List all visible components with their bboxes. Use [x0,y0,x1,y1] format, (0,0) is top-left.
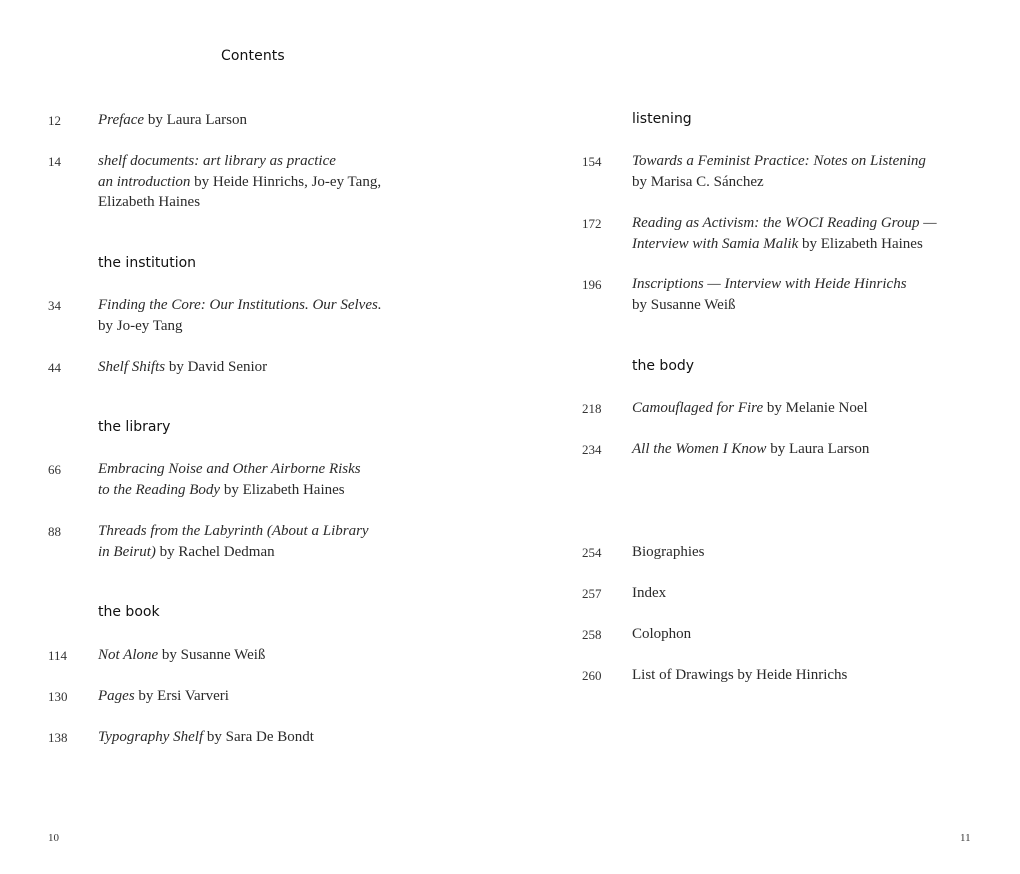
toc-title-line [632,172,992,193]
toc-page-number: 254 [582,545,602,560]
toc-title [98,521,458,562]
title-text: shelf documents: art library as practice [98,153,336,169]
toc-page-number: 260 [582,668,602,683]
title-text: Camouflaged for Fire [632,400,764,416]
section-heading: the institution [98,255,197,271]
toc-title-line [98,459,458,480]
toc-page-number: 218 [582,401,602,416]
toc-title-line [632,665,992,686]
title-text: Interview with Samia Malik [632,235,799,252]
toc-title-line [98,521,458,542]
toc-title [632,439,992,460]
title-text: Typography Shelf [98,729,204,745]
title-text: Shelf Shifts [98,359,166,375]
title-text: Inscriptions — Interview with Heide Hinrichs [632,276,907,292]
title-text: Reading as Activism: the WOCI Reading Group — [632,215,937,231]
toc-title [98,686,458,707]
toc-title-line [98,295,458,316]
toc-title [98,357,458,378]
title-text: Finding the Core: Our Institutions. Our Selves. [98,297,382,313]
toc-title-line [98,316,458,337]
toc-page-number: 138 [48,730,68,745]
author-text: by Susanne Weiß [632,296,736,313]
toc-title-line [98,727,458,748]
author-text: by Heide Hinrichs, Jo-ey Tang, [190,173,382,190]
author-text: by Ersi Varveri [134,688,229,704]
toc-title-line [98,480,458,501]
toc-page-number: 12 [48,113,61,128]
toc-title-line [98,151,458,172]
author-text: by Laura Larson [766,441,870,457]
section-heading: the book [98,604,160,620]
toc-title [632,151,992,192]
toc-title [98,645,458,666]
toc-title [98,295,458,336]
author-text: by Susanne Weiß [158,647,266,663]
toc-title [98,727,458,748]
toc-page-number: 234 [582,442,602,457]
title-text: to the Reading Body [98,481,221,498]
toc-page-number: 44 [48,360,61,375]
toc-page-number: 258 [582,627,602,642]
toc-title [632,274,992,315]
author-text: by Marisa C. Sánchez [632,173,764,190]
toc-page-number: 196 [582,277,602,292]
author-text: by Elizabeth Haines [220,481,345,498]
toc-title-line [632,542,992,563]
title-text: Preface [98,112,145,128]
toc-title-line [632,295,992,316]
toc-title-line [98,542,458,563]
author-text: List of Drawings by Heide Hinrichs [632,667,848,683]
page-number-right: 11 [960,832,971,844]
title-text: an introduction [98,173,191,190]
title-text: Towards a Feminist Practice: Notes on Listening [632,153,926,169]
toc-title [98,151,458,213]
title-text: Pages [98,688,135,704]
author-text: by Elizabeth Haines [798,235,923,252]
title-text: Threads from the Labyrinth (About a Library [98,523,369,539]
toc-title-line [632,213,992,234]
author-text: Index [632,585,667,601]
toc-title-line [98,110,458,131]
toc-page-number: 130 [48,689,68,704]
toc-title [632,583,992,604]
toc-page-number: 114 [48,648,68,663]
toc-title-line [98,686,458,707]
author-text: by Sara De Bondt [203,729,314,745]
toc-title-line [98,357,458,378]
author-text: by Jo-ey Tang [98,317,183,334]
title-text: Embracing Noise and Other Airborne Risks [98,461,361,477]
toc-page-number: 88 [48,524,61,539]
toc-page-number: 66 [48,462,61,477]
author-text: by Laura Larson [144,112,247,128]
author-text: by Melanie Noel [763,400,868,416]
author-text: Biographies [632,544,705,560]
page-number-left: 10 [48,832,59,844]
toc-title [632,213,992,254]
toc-title [632,665,992,686]
section-heading: listening [632,111,692,127]
toc-title [632,624,992,645]
toc-title-line [632,151,992,172]
author-text: by David Senior [165,359,268,375]
title-text: Not Alone [98,647,159,663]
toc-title-line [632,583,992,604]
toc-title-line [632,624,992,645]
toc-title-line [98,192,458,213]
title-text: All the Women I Know [632,441,767,457]
author-text: by Rachel Dedman [155,543,275,560]
toc-page-number: 34 [48,298,61,313]
toc-title-line [98,645,458,666]
toc-title-line [632,234,992,255]
toc-title-line [632,398,992,419]
toc-title-line [632,439,992,460]
title-text: in Beirut) [98,543,156,560]
toc-title [98,459,458,500]
toc-title-line [98,172,458,193]
section-heading: the library [98,419,171,435]
toc-title [632,398,992,419]
author-text: Colophon [632,626,692,642]
contents-heading: Contents [221,48,285,64]
author-text: Elizabeth Haines [98,194,201,210]
toc-title-line [632,274,992,295]
toc-page-number: 154 [582,154,602,169]
toc-page-number: 14 [48,154,61,169]
right-page [510,0,1020,874]
toc-title [98,110,458,131]
toc-title [632,542,992,563]
section-heading: the body [632,358,695,374]
toc-page-number: 257 [582,586,602,601]
toc-page-number: 172 [582,216,602,231]
